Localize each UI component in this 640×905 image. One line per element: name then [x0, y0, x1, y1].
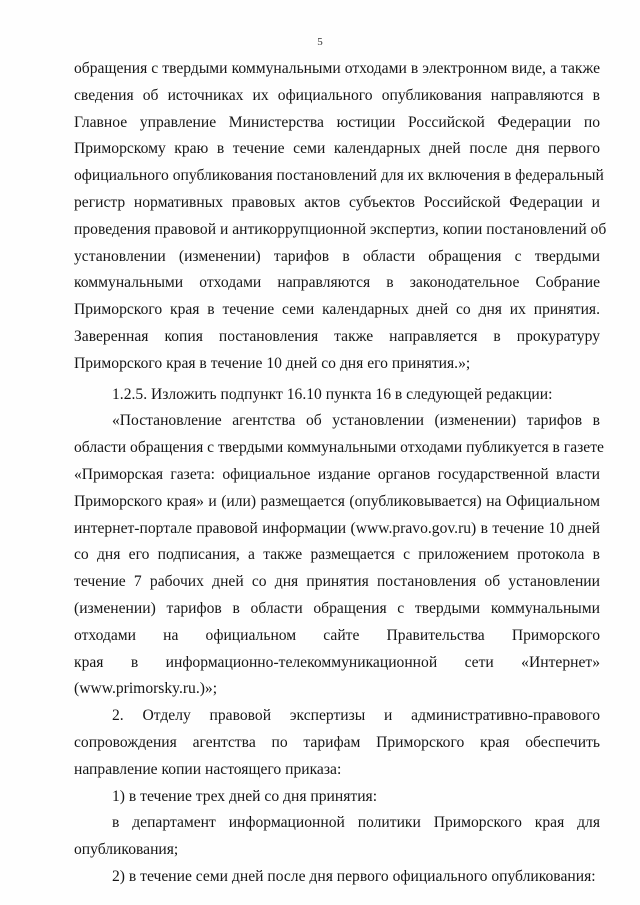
text-line: регистр нормативных правовых актов субъектов Российской Федерации и	[74, 193, 600, 211]
text-line: (изменении) тарифов в области обращения с твердыми коммунальными	[74, 599, 600, 617]
text-line: проведения правовой и антикоррупционной экспертиз, копии постановлений об	[74, 220, 607, 238]
text-line: установлении (изменении) тарифов в области обращения с твердыми	[74, 247, 600, 265]
text-line: 1) в течение трех дней со дня принятия:	[112, 787, 378, 805]
text-line: течение 7 рабочих дней со дня принятия постановления об установлении	[74, 573, 600, 591]
text-line: Приморского края в течение семи календарных дней со дня их принятия.	[74, 301, 600, 319]
text-line: Главное управление Министерства юстиции Российской Федерации по	[74, 113, 600, 131]
text-line: «Постановление агентства об установлении (изменении) тарифов в	[112, 412, 600, 430]
text-line: 1.2.5. Изложить подпункт 16.10 пункта 16 в следующей редакции:	[112, 385, 553, 403]
text-line: Приморского края» и (или) размещается (опубликовывается) на Официальном	[74, 492, 600, 510]
text-line: официального опубликования постановлений для их включения в федеральный	[74, 167, 604, 185]
page-number: 5	[317, 36, 323, 48]
text-line: в департамент информационной политики Приморского края для	[112, 814, 600, 832]
text-line: 2) в течение семи дней после дня первого официального опубликования:	[112, 867, 596, 885]
text-line: (www.primorsky.ru.)»;	[74, 680, 218, 698]
text-line: обращения с твердыми коммунальными отходами в электронном виде, а также	[74, 60, 600, 77]
text-line: опубликования;	[74, 841, 179, 859]
text-line: отходами на официальном сайте Правительства Приморского	[74, 626, 600, 644]
text-line: сведения об источниках их официального опубликования направляются в	[74, 86, 600, 104]
text-line: Приморскому краю в течение семи календарных дней после дня первого	[74, 140, 600, 158]
text-line: сопровождения агентства по тарифам Приморского края обеспечить	[74, 733, 600, 751]
text-line: Приморского края в течение 10 дней со дня его принятия.»;	[74, 354, 471, 372]
text-line: со дня его подписания, а также размещается с приложением протокола в	[74, 546, 600, 564]
text-line: «Приморская газета: официальное издание органов государственной власти	[74, 465, 600, 483]
text-line: Заверенная копия постановления также направляется в прокуратуру	[74, 327, 600, 345]
text-line: интернет-портале правовой информации (www.pravo.gov.ru) в течение 10 дней	[74, 519, 600, 537]
text-line: коммунальными отходами направляются в законодательное Собрание	[74, 274, 600, 292]
text-line: края в информационно-телекоммуникационной сети «Интернет»	[74, 653, 600, 671]
text-line: области обращения с твердыми коммунальными отходами публикуется в газете	[74, 439, 604, 457]
text-line: 2. Отделу правовой экспертизы и административно-правового	[112, 707, 600, 725]
text-line: направление копии настоящего приказа:	[74, 760, 342, 778]
document-body	[74, 56, 607, 891]
